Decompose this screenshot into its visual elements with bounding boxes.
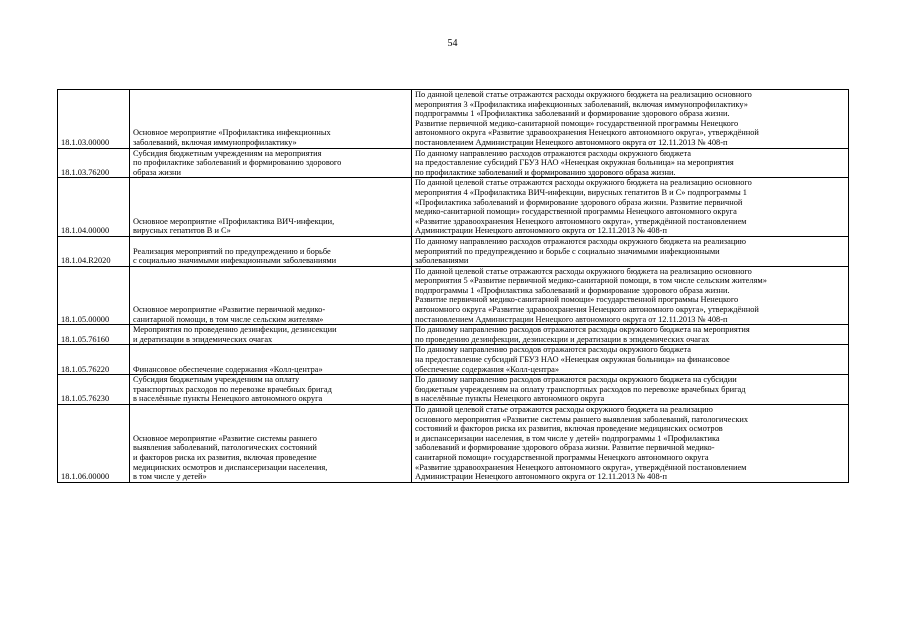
target-article-description	[412, 405, 849, 483]
name-line: Основное мероприятие «Профилактика ВИЧ-инфекции,	[133, 216, 335, 226]
table-row	[58, 236, 849, 266]
description-line: состояний и факторов риска их развития, включая проведение медицинских осмотров	[415, 424, 723, 434]
description-line: мероприятия 5 «Развитие первичной медико-санитарной помощи, в том числе сельским жителям»	[415, 276, 767, 286]
table-row	[58, 90, 849, 149]
description-line: заболеваний и формирование здорового образа жизни. Развитие первичной медико-	[415, 443, 715, 453]
target-article-description	[412, 90, 849, 149]
target-article-name	[130, 345, 412, 375]
target-article-description	[412, 236, 849, 266]
target-article-name	[130, 148, 412, 178]
description-line: основного мероприятия «Развитие системы раннего выявления заболеваний, патологических	[415, 414, 749, 424]
description-line: по профилактике заболеваний и формированию здорового образа жизни.	[415, 167, 676, 177]
description-line: «Развитие здравоохранения Ненецкого автономного округа», утверждённой постановлением	[415, 462, 747, 472]
target-article-description	[412, 178, 849, 237]
description-line: По данному направлению расходов отражаются расходы окружного бюджета	[415, 148, 691, 158]
name-line: и факторов риска их развития, включая проведение	[133, 452, 317, 462]
description-line: Администрации Ненецкого автономного округа от 12.11.2013 № 408-п	[415, 226, 667, 236]
target-article-code: 18.1.05.76160	[58, 325, 130, 345]
description-line: мероприятий по предупреждению и борьбе с социально значимыми инфекционными	[415, 246, 720, 256]
name-line: Мероприятия по проведению дезинфекции, дезинсекции	[133, 325, 337, 335]
name-line: и дератизации в эпидемических очагах	[133, 334, 273, 344]
table-row	[58, 266, 849, 325]
description-line: По данному направлению расходов отражаются расходы окружного бюджета на мероприятия	[415, 325, 750, 335]
target-article-code: 18.1.03.00000	[58, 90, 130, 149]
description-line: По данной целевой статье отражаются расходы окружного бюджета на реализацию основного	[415, 266, 752, 276]
target-article-code: 18.1.06.00000	[58, 405, 130, 483]
description-line: обеспечение содержания «Колл-центра»	[415, 364, 560, 374]
name-line: образа жизни	[133, 167, 182, 177]
name-line: в том числе у детей»	[133, 472, 207, 482]
name-line: выявления заболеваний, патологических состояний	[133, 443, 317, 453]
description-line: «Профилактика заболеваний и формирование здорового образа жизни. Развитие первичной	[415, 197, 743, 207]
table-row	[58, 148, 849, 178]
description-line: «Развитие здравоохранения Ненецкого автономного округа», утверждённой постановлением	[415, 216, 747, 226]
table-row	[58, 405, 849, 483]
description-line: По данному направлению расходов отражаются расходы окружного бюджета	[415, 345, 691, 355]
name-line: Основное мероприятие «Развитие первичной медико-	[133, 305, 326, 315]
target-article-code: 18.1.05.76220	[58, 345, 130, 375]
target-article-name	[130, 325, 412, 345]
target-article-description	[412, 375, 849, 405]
name-line: медицинских осмотров и диспансеризации населения,	[133, 462, 328, 472]
name-line: Реализация мероприятий по предупреждению и борьбе	[133, 246, 331, 256]
target-article-name	[130, 405, 412, 483]
budget-classification-table	[57, 89, 849, 483]
name-line: Основное мероприятие «Профилактика инфекционных	[133, 128, 331, 138]
description-line: заболеваниями	[415, 256, 469, 266]
target-article-name	[130, 236, 412, 266]
description-line: Развитие первичной медико-санитарной помощи» государственной программы Ненецкого	[415, 118, 739, 128]
name-line: санитарной помощи, в том числе сельским жителям»	[133, 314, 324, 324]
name-line: в населённые пункты Ненецкого автономного округа	[133, 394, 323, 404]
name-line: вирусных гепатитов В и С»	[133, 226, 231, 236]
description-line: автономного округа «Развитие здравоохранения Ненецкого автономного округа», утверждённой	[415, 128, 759, 138]
page-number: 54	[447, 38, 458, 49]
description-line: По данному направлению расходов отражаются расходы окружного бюджета на реализацию	[415, 236, 747, 246]
target-article-description	[412, 148, 849, 178]
description-line: мероприятия 4 «Профилактика ВИЧ-инфекции, вирусных гепатитов В и С» подпрограммы 1	[415, 187, 747, 197]
target-article-description	[412, 325, 849, 345]
target-article-name	[130, 178, 412, 237]
description-line: постановлением Администрации Ненецкого автономного округа от 12.11.2013 № 408-п	[415, 314, 728, 324]
target-article-code: 18.1.04.R2020	[58, 236, 130, 266]
description-line: на предоставление субсидий ГБУЗ НАО «Ненецкая окружная больница» на финансовое	[415, 355, 730, 365]
description-line: подпрограммы 1 «Профилактика заболеваний и формирование здорового образа жизни.	[415, 109, 730, 119]
description-line: в населённые пункты Ненецкого автономного округа	[415, 394, 605, 404]
description-line: медико-санитарной помощи» государственной программы Ненецкого автономного округа	[415, 207, 737, 217]
description-line: и диспансеризации населения, в том числе у детей» подпрограммы 1 «Профилактика	[415, 433, 720, 443]
name-line: с социально значимыми инфекционными заболеваниями	[133, 256, 337, 266]
name-line: Основное мероприятие «Развитие системы раннего	[133, 433, 317, 443]
description-line: автономного округа «Развитие здравоохранения Ненецкого автономного округа», утверждённой	[415, 305, 759, 315]
name-line: заболеваний, включая иммунопрофилактику»	[133, 137, 297, 147]
target-article-name	[130, 266, 412, 325]
name-line: Субсидия бюджетным учреждениям на мероприятия	[133, 148, 322, 158]
name-line: по профилактике заболеваний и формированию здорового	[133, 158, 342, 168]
table-row	[58, 178, 849, 237]
description-line: подпрограммы 1 «Профилактика заболеваний и формирование здорового образа жизни.	[415, 285, 730, 295]
table-row	[58, 345, 849, 375]
description-line: постановлением Администрации Ненецкого автономного округа от 12.11.2013 № 408-п	[415, 137, 728, 147]
target-article-name	[130, 375, 412, 405]
target-article-code: 18.1.05.00000	[58, 266, 130, 325]
table-row	[58, 375, 849, 405]
table-row	[58, 325, 849, 345]
description-line: на предоставление субсидий ГБУЗ НАО «Ненецкая окружная больница» на мероприятия	[415, 158, 734, 168]
table-body	[58, 90, 849, 483]
description-line: мероприятия 3 «Профилактика инфекционных заболеваний, включая иммунопрофилактику»	[415, 99, 748, 109]
description-line: По данному направлению расходов отражаются расходы окружного бюджета на субсидии	[415, 375, 737, 385]
description-line: Администрации Ненецкого автономного округа от 12.11.2013 № 408-п	[415, 472, 667, 482]
name-line: Субсидия бюджетным учреждениям на оплату	[133, 375, 300, 385]
description-line: По данной целевой статье отражаются расходы окружного бюджета на реализацию основного	[415, 178, 752, 188]
description-line: по проведению дезинфекции, дезинсекции и дератизации в эпидемических очагах	[415, 334, 710, 344]
target-article-description	[412, 345, 849, 375]
target-article-code: 18.1.04.00000	[58, 178, 130, 237]
description-line: Развитие первичной медико-санитарной помощи» государственной программы Ненецкого	[415, 295, 739, 305]
description-line: По данной целевой статье отражаются расходы окружного бюджета на реализацию основного	[415, 90, 752, 99]
target-article-code: 18.1.03.76200	[58, 148, 130, 178]
target-article-name	[130, 90, 412, 149]
target-article-code: 18.1.05.76230	[58, 375, 130, 405]
description-line: бюджетным учреждениям на оплату транспортных расходов по перевозке врачебных бригад	[415, 384, 746, 394]
name-line: транспортных расходов по перевозке врачебных бригад	[133, 384, 332, 394]
name-line: Финансовое обеспечение содержания «Колл-центра»	[133, 364, 323, 374]
target-article-description	[412, 266, 849, 325]
description-line: По данной целевой статье отражаются расходы окружного бюджета на реализацию	[415, 405, 713, 414]
description-line: санитарной помощи» государственной программы Ненецкого автономного округа	[415, 452, 709, 462]
